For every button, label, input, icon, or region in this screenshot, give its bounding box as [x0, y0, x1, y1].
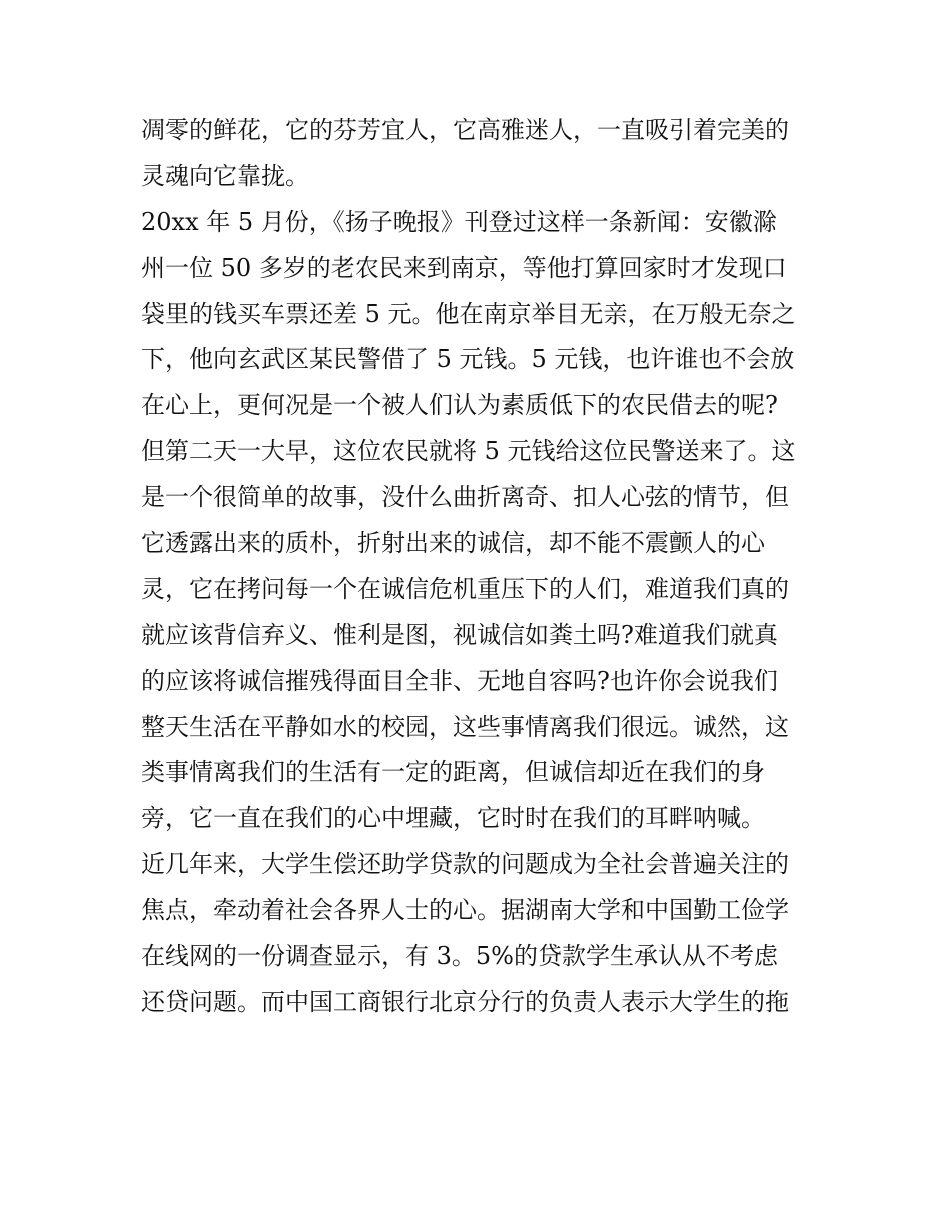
text-line: 旁，它一直在我们的心中埋藏，它时时在我们的耳畔呐喊。: [141, 804, 765, 833]
text-line: 凋零的鲜花，它的芬芳宜人，它高雅迷人，一直吸引着完美的: [141, 116, 789, 144]
text-line: 的应该将诚信摧残得面目全非、无地自容吗?也许你会说我们: [141, 666, 778, 695]
text-line: 20xx 年 5 月份，《扬子晚报》刊登过这样一条新闻：安徽滁: [141, 207, 777, 236]
text-line: 在心上，更何况是一个被人们认为素质低下的农民借去的呢?: [141, 391, 778, 420]
text-line: 还贷问题。而中国工商银行北京分行的负责人表示大学生的拖: [141, 987, 789, 1016]
text-line: 灵，它在拷问每一个在诚信危机重压下的人们，难道我们真的: [141, 574, 789, 603]
text-line: 它透露出来的质朴，折射出来的诚信，却不能不震颤人的心: [141, 529, 765, 558]
text-line: 整天生活在平静如水的校园，这些事情离我们很远。诚然，这: [141, 712, 789, 741]
text-line: 但第二天一大早，这位农民就将 5 元钱给这位民警送来了。这: [141, 437, 796, 466]
text-line: 是一个很简单的故事，没什么曲折离奇、扣人心弦的情节，但: [141, 483, 789, 512]
text-line: 在线网的一份调查显示，有 3。5%的贷款学生承认从不考虑: [141, 942, 778, 971]
text-line: 下，他向玄武区某民警借了 5 元钱。5 元钱，也许谁也不会放: [141, 345, 795, 374]
text-line: 灵魂向它靠拢。: [141, 161, 309, 190]
text-line: 州一位 50 多岁的老农民来到南京，等他打算回家时才发现口: [141, 253, 787, 282]
text-line: 近几年来，大学生偿还助学贷款的问题成为全社会普遍关注的: [141, 850, 789, 879]
text-line: 焦点，牵动着社会各界人士的心。据湖南大学和中国勤工俭学: [141, 896, 789, 925]
body-text: [141, 108, 811, 1026]
text-line: 袋里的钱买车票还差 5 元。他在南京举目无亲，在万般无奈之: [141, 299, 796, 328]
text-line: 类事情离我们的生活有一定的距离，但诚信却近在我们的身: [141, 758, 765, 787]
text-line: 就应该背信弃义、惟利是图，视诚信如粪土吗?难道我们就真: [141, 620, 778, 649]
